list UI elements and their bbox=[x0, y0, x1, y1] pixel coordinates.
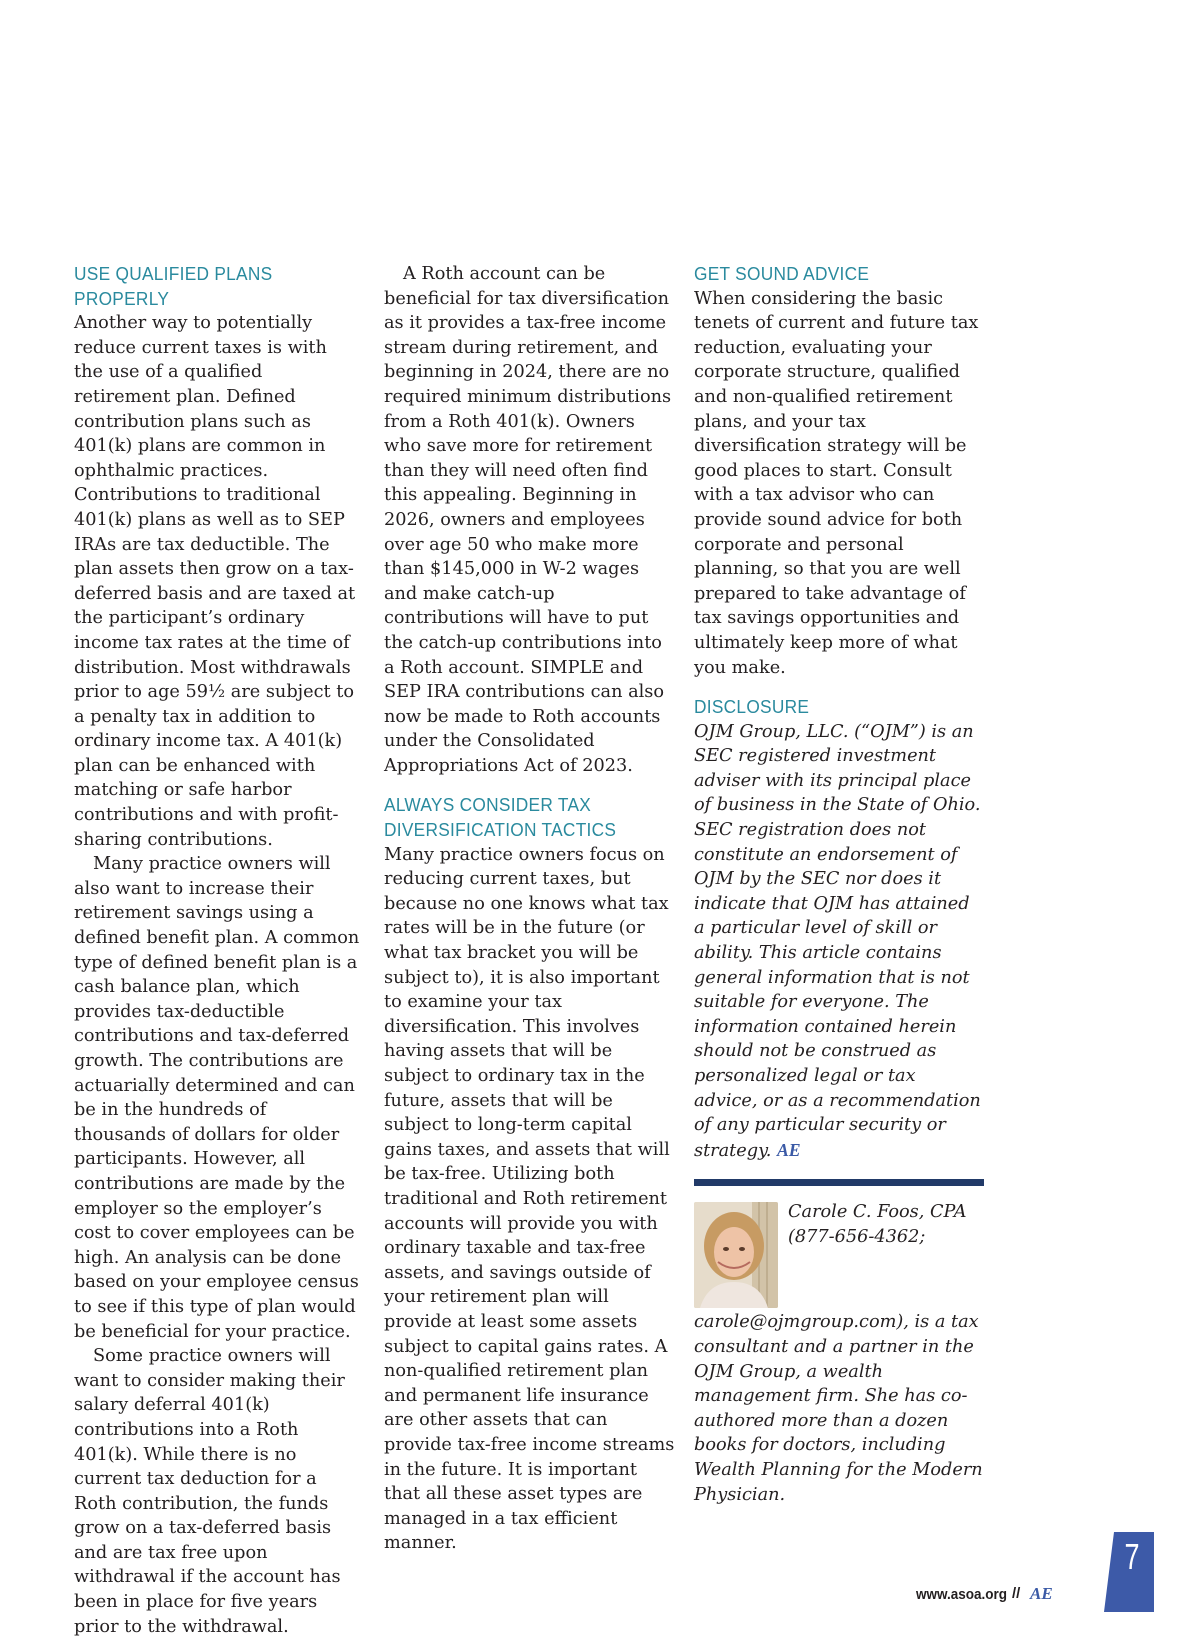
page-number: 7 bbox=[1124, 1536, 1140, 1577]
disclosure-text bbox=[694, 720, 984, 1164]
section-heading-sound-advice: GET SOUND ADVICE bbox=[694, 263, 870, 284]
heading-line: DIVERSIFICATION TACTICS bbox=[384, 819, 617, 841]
section-heading-qualified-plans: USE QUALIFIED PLANS PROPERLY bbox=[74, 263, 273, 309]
paragraph: Another way to potentially reduce current taxes is with the use of a qualified retirement plan. Defined contribution plans such as 401(k) plans are common in ophthalmic practices. Contributions to traditional 401(k) plans as well as to SEP IRAs are tax deductible. The plan assets then grow on a tax-deferred basis and are taxed at the participant’s ordinary income tax rates at the time of distribution. Most withdrawals prior to age 59½ are subject to a penalty tax in addition to ordinary income tax. A 401(k) plan can be enhanced with matching or safe harbor contributions and with profit-sharing contributions. bbox=[74, 313, 356, 850]
section-heading-disclosure: DISCLOSURE bbox=[694, 696, 810, 718]
heading-line: ALWAYS CONSIDER TAX bbox=[384, 794, 592, 816]
paragraph: When considering the basic tenets of current and future tax reduction, evaluating your corporate structure, qualified and non-qualified retirement plans, and your tax diversification strategy will be good places to start. Consult with a tax advisor who can provide sound advice for both corporate and personal planning, so that you are well prepared to take advantage of tax savings opportunities and ultimately keep more of what you make. bbox=[694, 288, 979, 678]
paragraph: Many practice owners focus on reducing current taxes, but because no one knows what tax rates will be in the future (or what tax bracket you will be subject to), it is also important to examine your tax diversification. This involves having assets that will be subject to ordinary tax in the future, assets that will be subject to long-term capital gains taxes, and assets that will be tax-free. Utilizing both traditional and Roth retirement accounts will provide you with ordinary taxable and tax-free assets, and savings outside of your retirement plan will provide at least some assets subject to capital gains rates. A non-qualified retirement plan and permanent life insurance are other assets that can provide tax-free income streams in the future. It is important that all these asset types are managed in a tax efficient manner. bbox=[384, 844, 675, 1554]
paragraph: Many practice owners will also want to increase their retirement savings using a defined benefit plan. A common type of defined benefit plan is a cash balance plan, which provides tax-deductible contributions and tax-deferred growth. The contributions are actuarially determined and can be in the hundreds of thousands of dollars for older participants. However, all contributions are made by the employer so the employer’s cost to cover employees can be high. An analysis can be done based on your employee census to see if this type of plan would be beneficial for your practice. bbox=[74, 854, 360, 1342]
author-photo bbox=[694, 1202, 778, 1308]
paragraph: A Roth account can be beneficial for tax diversification as it provides a tax-free income stream during retirement, and beginning in 2024, there are no required minimum distributions from a Roth 401(k). Owners who save more for retirement than they will need often find this appealing. Beginning in 2026, owners and employees over age 50 who make more than $145,000 in W-2 wages and make catch-up contributions will have to put the catch-up contributions into a Roth account. SIMPLE and SEP IRA contributions can also now be made to Roth accounts under the Consolidated Appropriations Act of 2023. bbox=[384, 264, 672, 776]
footer-website-url[interactable]: www.asoa.org bbox=[916, 1586, 1008, 1603]
portrait-illustration bbox=[694, 1202, 778, 1308]
footer-separator: // bbox=[1012, 1585, 1021, 1602]
author-bio bbox=[694, 1200, 984, 1507]
article-column-1 bbox=[74, 262, 360, 1639]
end-mark-ae-logo: AE bbox=[776, 1139, 801, 1160]
divider-rule bbox=[694, 1179, 984, 1186]
paragraph: Some practice owners will want to consider making their salary deferral 401(k) contributions into a Roth 401(k). While there is no current tax deduction for a Roth contribution, the funds grow on a tax-deferred basis and are tax free upon withdrawal if the account has been in place for five years prior to the withdrawal. bbox=[74, 1346, 345, 1637]
section-heading-tax-diversification bbox=[384, 793, 656, 842]
article-column-3 bbox=[694, 262, 984, 1507]
disclosure-body: OJM Group, LLC. (“OJM”) is an SEC registered investment adviser with its principal place of business in the State of Ohio. SEC registration does not constitute an endorsement of OJM by the SEC nor does it indicate that OJM has attained a particular level of skill or ability. This article contains general information that is not suitable for everyone. The information contained herein should not be construed as personalized legal or tax advice, or as a recommendation of any particular security or strategy. bbox=[694, 721, 981, 1161]
author-bio-text: Carole C. Foos, CPA (877-656-4362; carole@ojmgroup.com), is a tax consultant and a partner in the OJM Group, a wealth management firm. She has co-authored more than a dozen books for doctors, including Wealth Planning for the Modern Physician. bbox=[694, 1202, 983, 1505]
article-column-2 bbox=[384, 262, 676, 1556]
footer-ae-logo: AE bbox=[1030, 1584, 1053, 1603]
